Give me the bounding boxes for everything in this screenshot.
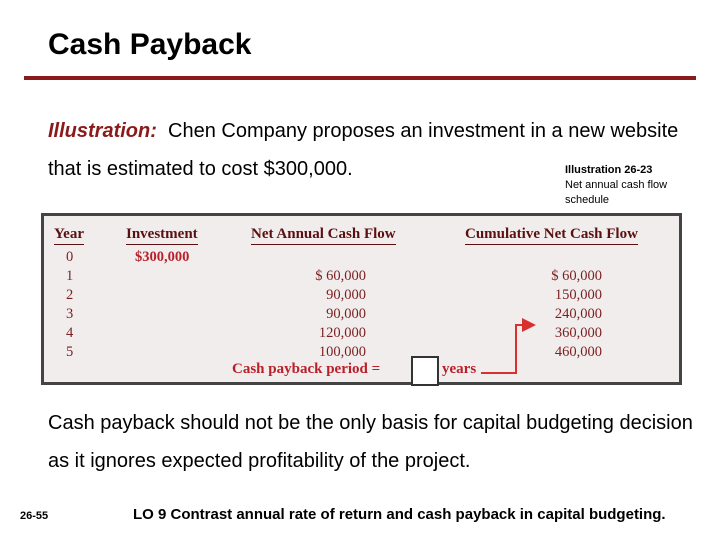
table-row-investment: $300,000	[135, 249, 190, 265]
illustration-number: Illustration 26-23	[565, 164, 653, 176]
illustration-caption: Net annual cash flow schedule	[565, 179, 668, 206]
table-row-year: 5	[66, 344, 74, 360]
table-row-cumulative: 460,000	[554, 344, 602, 360]
table-row-year: 1	[66, 268, 74, 284]
header-net-annual-cash-flow: Net Annual Cash Flow	[251, 226, 396, 245]
slide-number: 26-55	[20, 510, 49, 522]
years-label: years	[442, 361, 477, 377]
table-row-net-cash-flow: 90,000	[326, 287, 366, 303]
table-row-cumulative: $ 60,000	[551, 268, 602, 284]
table-row-net-cash-flow: $ 60,000	[315, 268, 366, 284]
table-row-cumulative: 150,000	[554, 287, 602, 303]
table-row-cumulative: 240,000	[554, 306, 602, 322]
cash-flow-table	[41, 213, 682, 385]
table-row-net-cash-flow: 120,000	[318, 325, 366, 341]
header-year: Year	[54, 226, 84, 245]
illustration-tag	[565, 163, 695, 208]
table-row-net-cash-flow: 100,000	[318, 344, 366, 360]
table-row-cumulative: 360,000	[554, 325, 602, 341]
cash-payback-period-label: Cash payback period =	[232, 361, 381, 377]
header-cumulative-net-cash-flow: Cumulative Net Cash Flow	[465, 226, 638, 245]
title-divider	[24, 76, 696, 80]
intro-text: Chen Company proposes an investment in a new website that is estimated to cost $300,000.	[48, 120, 679, 180]
table-row-net-cash-flow: 90,000	[326, 306, 366, 322]
header-investment: Investment	[126, 226, 198, 245]
table-row-year: 3	[66, 306, 74, 322]
table-row-year: 0	[66, 249, 74, 265]
conclusion-paragraph: Cash payback should not be the only basis for capital budgeting decision as it ignores expected profitability of the project.	[48, 412, 693, 472]
table-row-year: 2	[66, 287, 74, 303]
learning-objective: LO 9 Contrast annual rate of return and cash payback in capital budgeting.	[133, 506, 666, 523]
payback-arrow-icon	[44, 216, 679, 382]
intro-lead: Illustration:	[48, 120, 157, 142]
slide-title: Cash Payback	[48, 28, 252, 61]
table-row-year: 4	[66, 325, 74, 341]
